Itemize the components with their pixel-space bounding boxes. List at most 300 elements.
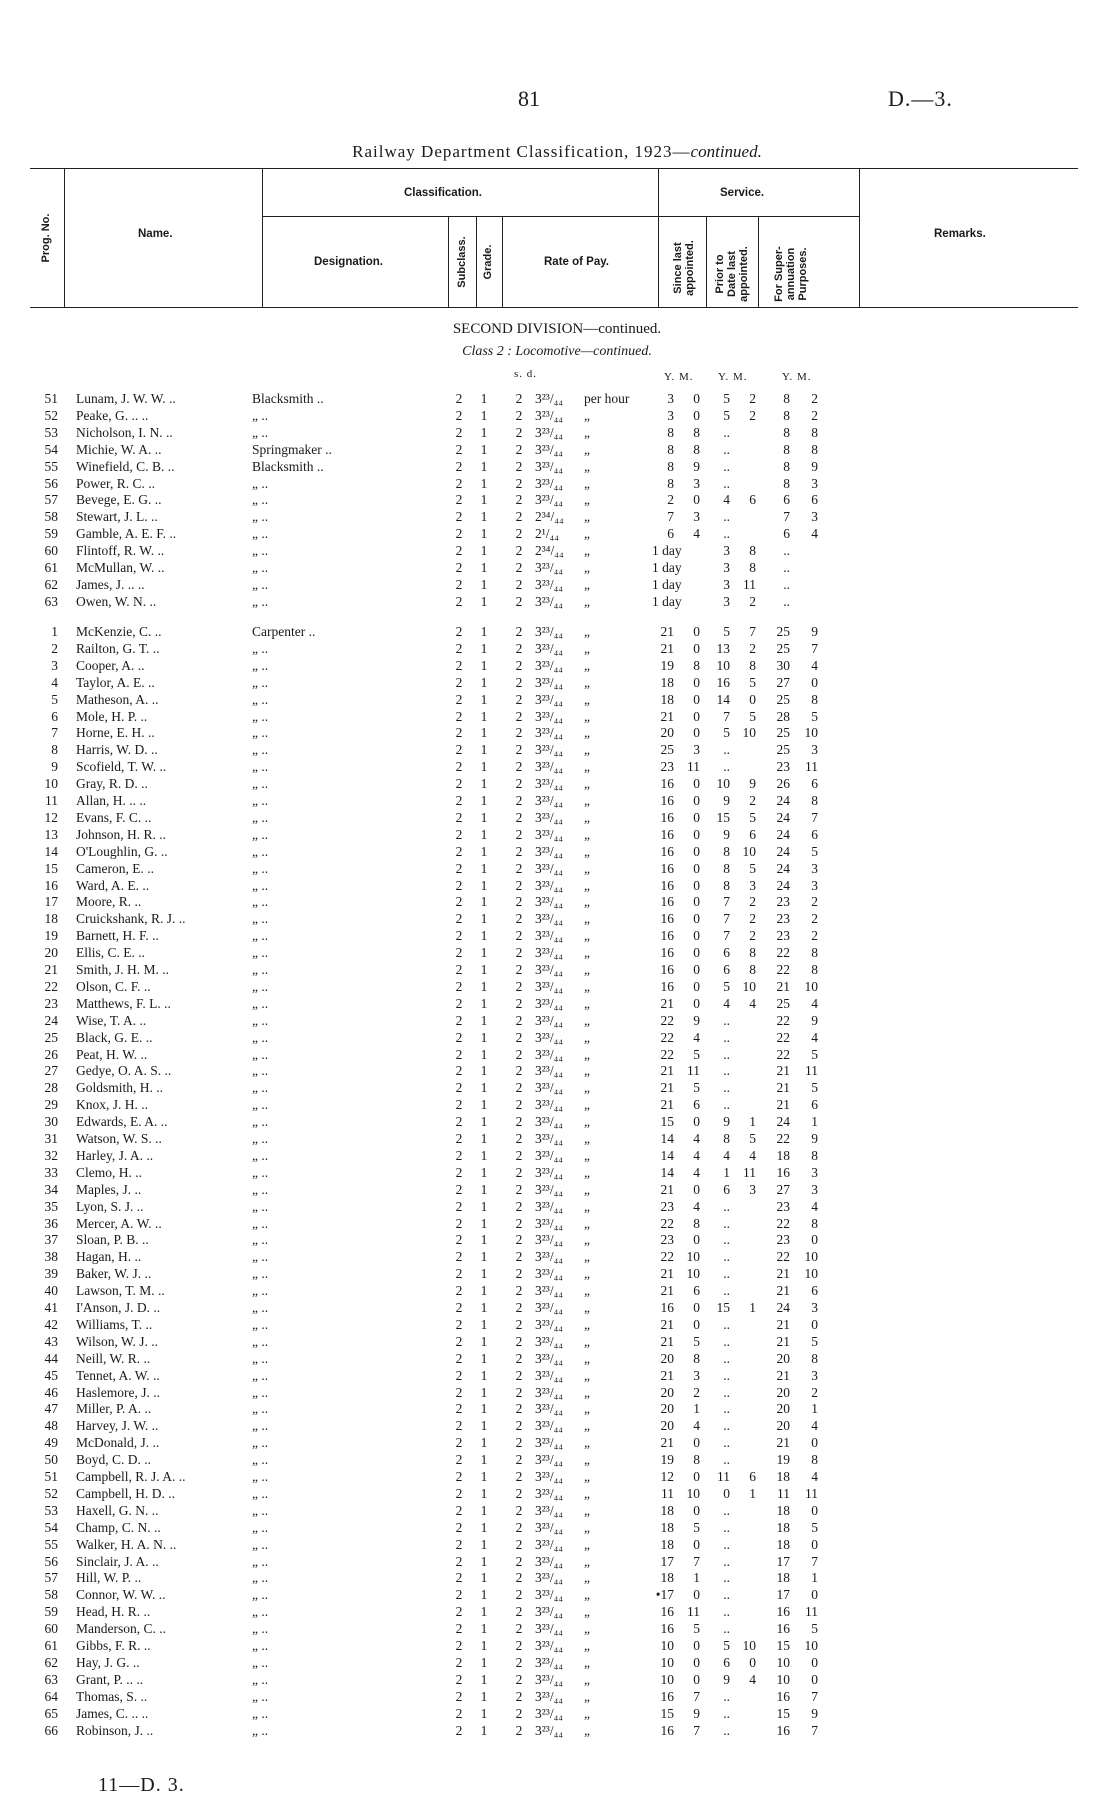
since-years: 21	[660, 1367, 674, 1383]
prior-years: ..	[723, 1266, 730, 1282]
rate-unit: „	[584, 793, 590, 808]
super-years: 20	[776, 1350, 790, 1366]
grade: 1	[480, 526, 488, 542]
super-years: 18	[776, 1536, 790, 1552]
table-row	[0, 1620, 1114, 1637]
since-months: 0	[693, 995, 700, 1011]
designation: „ ..	[252, 1671, 269, 1687]
super-months: 8	[811, 962, 818, 977]
since-years: 20	[660, 1418, 674, 1434]
super-months: 6	[811, 1283, 818, 1299]
subclass: 2	[455, 1621, 463, 1637]
employee-name: Horne, E. H. ..	[76, 725, 155, 741]
header-top-rule	[30, 168, 1078, 169]
rate-shillings: 2	[515, 674, 523, 690]
super-months: 5	[811, 1046, 818, 1062]
subclass: 2	[455, 560, 463, 575]
grade: 1	[480, 1215, 488, 1231]
subclass: 2	[455, 1164, 463, 1180]
prior-years: 8	[723, 860, 730, 876]
since-years: 18	[660, 1519, 674, 1535]
table-row	[0, 1586, 1114, 1603]
super-years: 6	[783, 492, 790, 508]
employee-name: Gibbs, F. R. ..	[76, 1638, 151, 1653]
rate-unit: „	[584, 1029, 590, 1045]
designation: Blacksmith ..	[252, 391, 324, 406]
since-months: 6	[693, 1283, 700, 1299]
rate-unit: „	[584, 1131, 590, 1146]
prior-years: 4	[723, 1147, 730, 1163]
prior-months: 10	[742, 843, 756, 859]
rate-unit: „	[584, 962, 590, 977]
subclass: 2	[455, 1063, 463, 1079]
rate-shillings: 2	[515, 1181, 523, 1197]
prior-years: 6	[723, 1181, 730, 1197]
prior-years: 6	[723, 945, 730, 961]
table-row	[0, 559, 1114, 576]
rate-unit: „	[584, 1080, 590, 1096]
designation: „ ..	[252, 492, 269, 508]
employee-name: Lunam, J. W. W. ..	[76, 391, 176, 406]
rate-pence: 3²³/₄₄	[535, 441, 564, 457]
super-years: ..	[783, 560, 790, 575]
super-months: 3	[811, 475, 818, 491]
subclass: 2	[455, 1131, 463, 1146]
super-months: 9	[811, 1705, 818, 1721]
rate-shillings: 2	[515, 509, 523, 525]
rate-shillings: 2	[515, 962, 523, 977]
super-years: 23	[776, 928, 790, 944]
super-months: 9	[811, 624, 818, 639]
subclass: 2	[455, 759, 463, 775]
prior-years: ..	[723, 475, 730, 491]
rate-unit: „	[584, 1316, 590, 1332]
since-years: 21	[660, 708, 674, 724]
since-months: 1	[693, 1570, 700, 1586]
super-months: 6	[811, 776, 818, 792]
prior-years: ..	[723, 526, 730, 542]
super-months: 0	[811, 1587, 818, 1603]
employee-name: Matheson, A. ..	[76, 691, 159, 707]
table-row	[0, 1231, 1114, 1248]
prior-years: 14	[716, 691, 730, 707]
since-months: 0	[693, 1181, 700, 1197]
rate-shillings: 2	[515, 860, 523, 876]
prog-no: 14	[44, 843, 58, 859]
table-row	[0, 1215, 1114, 1232]
rule-after-since	[706, 216, 707, 308]
designation: „ ..	[252, 1300, 269, 1315]
prior-years: ..	[723, 1587, 730, 1603]
rate-pence: 3²³/₄₄	[535, 759, 564, 775]
rate-shillings: 2	[515, 1266, 523, 1282]
rate-unit: „	[584, 1215, 590, 1231]
grade: 1	[480, 1519, 488, 1535]
since-years: 18	[660, 1502, 674, 1518]
employee-name: Head, H. R. ..	[76, 1604, 151, 1620]
employee-name: Williams, T. ..	[76, 1316, 153, 1332]
rate-unit: „	[584, 809, 590, 825]
table-row	[0, 1502, 1114, 1519]
super-months: 9	[811, 458, 818, 474]
rate-pence: 3²³/₄₄	[535, 1638, 564, 1653]
employee-name: Wise, T. A. ..	[76, 1012, 147, 1028]
prior-years: 15	[716, 1300, 730, 1315]
division-heading: SECOND DIVISION—continued.	[452, 321, 662, 337]
super-months: 8	[811, 441, 818, 457]
super-years: 24	[776, 826, 790, 842]
prog-no: 3	[51, 657, 58, 673]
rate-unit: „	[584, 1012, 590, 1028]
subclass: 2	[455, 1266, 463, 1282]
subclass: 2	[455, 691, 463, 707]
rate-pence: 3²³/₄₄	[535, 1215, 564, 1231]
table-row	[0, 1350, 1114, 1367]
rate-pence: 3²³/₄₄	[535, 928, 564, 944]
subclass: 2	[455, 860, 463, 876]
since-years: 22	[660, 1249, 674, 1265]
rate-pence: 3²³/₄₄	[535, 1401, 564, 1417]
subclass: 2	[455, 492, 463, 508]
prog-no: 30	[44, 1114, 58, 1130]
employee-name: Goldsmith, H. ..	[76, 1080, 164, 1096]
rule-after-prog	[64, 168, 65, 308]
super-years: 16	[776, 1164, 790, 1180]
designation: „ ..	[252, 1114, 269, 1130]
table-row	[0, 458, 1114, 475]
subclass: 2	[455, 1080, 463, 1096]
since-years: 12	[660, 1469, 674, 1484]
since-years: 19	[660, 1452, 674, 1468]
since-months: 0	[693, 708, 700, 724]
super-months: 0	[811, 1502, 818, 1518]
since-months: 9	[693, 1705, 700, 1721]
since-months: 0	[693, 1536, 700, 1552]
since-years: 22	[660, 1046, 674, 1062]
rate-pence: 3²³/₄₄	[535, 1300, 564, 1315]
super-years: 25	[776, 624, 790, 639]
employee-name: Hay, J. G. ..	[76, 1654, 140, 1670]
designation: „ ..	[252, 407, 269, 423]
since-months: 0	[693, 1300, 700, 1315]
rate-pence: 3²³/₄₄	[535, 793, 564, 808]
rate-unit: „	[584, 1350, 590, 1366]
since-months: 0	[693, 674, 700, 690]
table-row	[0, 1417, 1114, 1434]
table-row	[0, 1400, 1114, 1417]
employee-name: Lyon, S. J. ..	[76, 1198, 144, 1214]
rate-pence: 3²³/₄₄	[535, 911, 564, 927]
rule-after-subclass	[476, 216, 477, 308]
designation: „ ..	[252, 1604, 269, 1620]
rate-unit: „	[584, 1485, 590, 1501]
employee-name: Robinson, J. ..	[76, 1722, 154, 1738]
prog-no: 63	[44, 1671, 58, 1687]
employee-name: Baker, W. J. ..	[76, 1266, 152, 1282]
prog-no: 29	[44, 1097, 58, 1113]
rate-pence: 3²³/₄₄	[535, 424, 564, 440]
employee-name: James, J. .. ..	[76, 576, 145, 592]
employee-name: Walker, H. A. N. ..	[76, 1536, 177, 1552]
employee-name: Campbell, H. D. ..	[76, 1485, 175, 1501]
grade: 1	[480, 1300, 488, 1315]
rate-unit: „	[584, 624, 590, 639]
subclass: 2	[455, 1114, 463, 1130]
super-months: 0	[811, 1435, 818, 1451]
rate-shillings: 2	[515, 1435, 523, 1451]
rule-after-designation	[448, 216, 449, 308]
prior-years: 7	[723, 708, 730, 724]
super-months: 4	[811, 995, 818, 1011]
since-months: 8	[693, 441, 700, 457]
subclass: 2	[455, 1638, 463, 1653]
rate-pence: 3²³/₄₄	[535, 691, 564, 707]
since-months: 5	[693, 1333, 700, 1349]
rate-unit: „	[584, 1401, 590, 1417]
subclass: 2	[455, 945, 463, 961]
super-years: 21	[776, 1080, 790, 1096]
rate-unit: „	[584, 1519, 590, 1535]
rate-unit: „	[584, 1418, 590, 1434]
prog-no: 57	[44, 492, 58, 508]
super-years: 28	[776, 708, 790, 724]
prior-years: 8	[723, 877, 730, 893]
rate-shillings: 2	[515, 759, 523, 775]
prior-years: 0	[723, 1485, 730, 1501]
super-months: 8	[811, 424, 818, 440]
grade: 1	[480, 1232, 488, 1248]
rate-shillings: 2	[515, 424, 523, 440]
since-years: 21	[660, 1063, 674, 1079]
designation: „ ..	[252, 1249, 269, 1265]
prior-years: 5	[723, 624, 730, 639]
super-months: 2	[811, 407, 818, 423]
super-years: 8	[783, 458, 790, 474]
table-row	[0, 843, 1114, 860]
employee-name: Campbell, R. J. A. ..	[76, 1469, 186, 1484]
rate-shillings: 2	[515, 1164, 523, 1180]
designation: „ ..	[252, 475, 269, 491]
super-months: 0	[811, 1232, 818, 1248]
designation: „ ..	[252, 1147, 269, 1163]
table-row	[0, 424, 1114, 441]
rate-shillings: 2	[515, 1654, 523, 1670]
super-years: 8	[783, 391, 790, 406]
prior-years: ..	[723, 1705, 730, 1721]
employee-name: Cruickshank, R. J. ..	[76, 911, 186, 927]
since-years: 22	[660, 1012, 674, 1028]
prior-months: 4	[749, 1147, 756, 1163]
rate-pence: 3²³/₄₄	[535, 1147, 564, 1163]
rate-pence: 3²³/₄₄	[535, 776, 564, 792]
prior-months: 2	[749, 640, 756, 656]
employee-name: Haslemore, J. ..	[76, 1384, 160, 1400]
employee-name: Harley, J. A. ..	[76, 1147, 154, 1163]
since-months: 0	[693, 1654, 700, 1670]
rate-shillings: 2	[515, 1232, 523, 1248]
super-months: 1	[811, 1114, 818, 1130]
rate-pence: 3²³/₄₄	[535, 1485, 564, 1501]
table-row	[0, 1164, 1114, 1181]
rule-after-grade	[502, 216, 503, 308]
rate-unit: „	[584, 945, 590, 961]
subclass: 2	[455, 1215, 463, 1231]
prog-no: 28	[44, 1080, 58, 1096]
rate-unit: „	[584, 1232, 590, 1248]
since-months: 10	[686, 1485, 700, 1501]
table-row	[0, 775, 1114, 792]
prior-years: 7	[723, 894, 730, 910]
rate-pence: 3²³/₄₄	[535, 1688, 564, 1704]
prior-months: 2	[749, 928, 756, 944]
super-months: 10	[804, 725, 818, 741]
rate-shillings: 2	[515, 928, 523, 944]
prog-no: 23	[44, 995, 58, 1011]
since-months: 9	[693, 1012, 700, 1028]
since-years: 16	[660, 843, 674, 859]
subclass: 2	[455, 1485, 463, 1501]
employee-name: Peake, G. .. ..	[76, 407, 149, 423]
super-months: 6	[811, 826, 818, 842]
since-months: 0	[693, 492, 700, 508]
rate-shillings: 2	[515, 657, 523, 673]
since-years: 16	[660, 945, 674, 961]
employee-name: Sinclair, J. A. ..	[76, 1553, 159, 1569]
table-row	[0, 525, 1114, 542]
grade: 1	[480, 1671, 488, 1687]
rate-pence: 3²³/₄₄	[535, 1114, 564, 1130]
grade: 1	[480, 441, 488, 457]
super-years: 21	[776, 1367, 790, 1383]
subclass: 2	[455, 1671, 463, 1687]
prior-years: 9	[723, 1671, 730, 1687]
rate-unit: „	[584, 1688, 590, 1704]
table-row	[0, 1248, 1114, 1265]
rate-unit: „	[584, 593, 590, 609]
rate-unit: „	[584, 674, 590, 690]
since-months: 0	[693, 978, 700, 994]
since-years: 10	[660, 1638, 674, 1653]
super-years: 21	[776, 978, 790, 994]
prior-years: 6	[723, 962, 730, 977]
grade: 1	[480, 759, 488, 775]
grade: 1	[480, 843, 488, 859]
prog-no: 8	[51, 742, 58, 758]
prior-years: ..	[723, 1333, 730, 1349]
table-row	[0, 758, 1114, 775]
prog-no: 60	[44, 543, 58, 559]
grade: 1	[480, 1198, 488, 1214]
table-row	[0, 441, 1114, 458]
grade: 1	[480, 657, 488, 673]
employee-name: Clemo, H. ..	[76, 1164, 142, 1180]
since-months: 5	[693, 1519, 700, 1535]
rate-unit: „	[584, 1097, 590, 1113]
super-years: 25	[776, 725, 790, 741]
prog-no: 61	[44, 1638, 58, 1653]
prior-months: 6	[749, 1469, 756, 1484]
super-years: 20	[776, 1418, 790, 1434]
super-years: 25	[776, 742, 790, 758]
since-years: 8	[667, 424, 674, 440]
since-years: 16	[660, 826, 674, 842]
super-years: 17	[776, 1587, 790, 1603]
since-years: 3	[667, 407, 674, 423]
subclass: 2	[455, 543, 463, 559]
since-months: 0	[693, 407, 700, 423]
designation: „ ..	[252, 1198, 269, 1214]
table-row	[0, 1130, 1114, 1147]
employee-name: Harris, W. D. ..	[76, 742, 158, 758]
prior-years: 3	[723, 576, 730, 592]
rate-shillings: 2	[515, 1283, 523, 1299]
prog-no: 51	[44, 391, 58, 406]
prog-no: 18	[44, 911, 58, 927]
designation: „ ..	[252, 1485, 269, 1501]
rate-unit: „	[584, 441, 590, 457]
super-months: 4	[811, 526, 818, 542]
prog-no: 6	[51, 708, 58, 724]
table-row	[0, 1062, 1114, 1079]
since-years: 16	[660, 877, 674, 893]
rate-unit: „	[584, 1266, 590, 1282]
rate-pence: 3²³/₄₄	[535, 826, 564, 842]
since-years: 16	[660, 962, 674, 977]
prior-years: 9	[723, 826, 730, 842]
rate-unit: „	[584, 1181, 590, 1197]
rate-shillings: 2	[515, 1587, 523, 1603]
rate-unit: „	[584, 995, 590, 1011]
grade: 1	[480, 576, 488, 592]
employee-name: Ellis, C. E. ..	[76, 945, 146, 961]
rate-shillings: 2	[515, 475, 523, 491]
prior-years: ..	[723, 1029, 730, 1045]
prior-years: 7	[723, 911, 730, 927]
table-row	[0, 1282, 1114, 1299]
prog-no: 10	[44, 776, 58, 792]
prior-years: ..	[723, 1097, 730, 1113]
rate-pence: 3²³/₄₄	[535, 657, 564, 673]
designation: „ ..	[252, 1621, 269, 1637]
rate-unit: „	[584, 576, 590, 592]
since-years: 21	[660, 1097, 674, 1113]
super-months: 10	[804, 1638, 818, 1653]
grade: 1	[480, 543, 488, 559]
table-row	[0, 1671, 1114, 1688]
grade: 1	[480, 978, 488, 994]
employee-name: Gray, R. D. ..	[76, 776, 148, 792]
since-months: 4	[693, 1147, 700, 1163]
prior-months: 0	[749, 691, 756, 707]
rate-pence: 3²³/₄₄	[535, 1604, 564, 1620]
prior-years: 13	[716, 640, 730, 656]
rate-shillings: 2	[515, 560, 523, 575]
rate-unit: „	[584, 1671, 590, 1687]
designation: „ ..	[252, 1046, 269, 1062]
rate-shillings: 2	[515, 1570, 523, 1586]
prior-months: 11	[743, 1164, 756, 1180]
rule-after-super	[859, 168, 860, 308]
designation: „ ..	[252, 1266, 269, 1282]
since-years: 23	[660, 1198, 674, 1214]
prog-no: 61	[44, 560, 58, 575]
prior-months: 3	[749, 1181, 756, 1197]
prior-years: ..	[723, 759, 730, 775]
since-months: 4	[693, 1131, 700, 1146]
super-years: 18	[776, 1519, 790, 1535]
super-years: 21	[776, 1316, 790, 1332]
prog-no: 26	[44, 1046, 58, 1062]
